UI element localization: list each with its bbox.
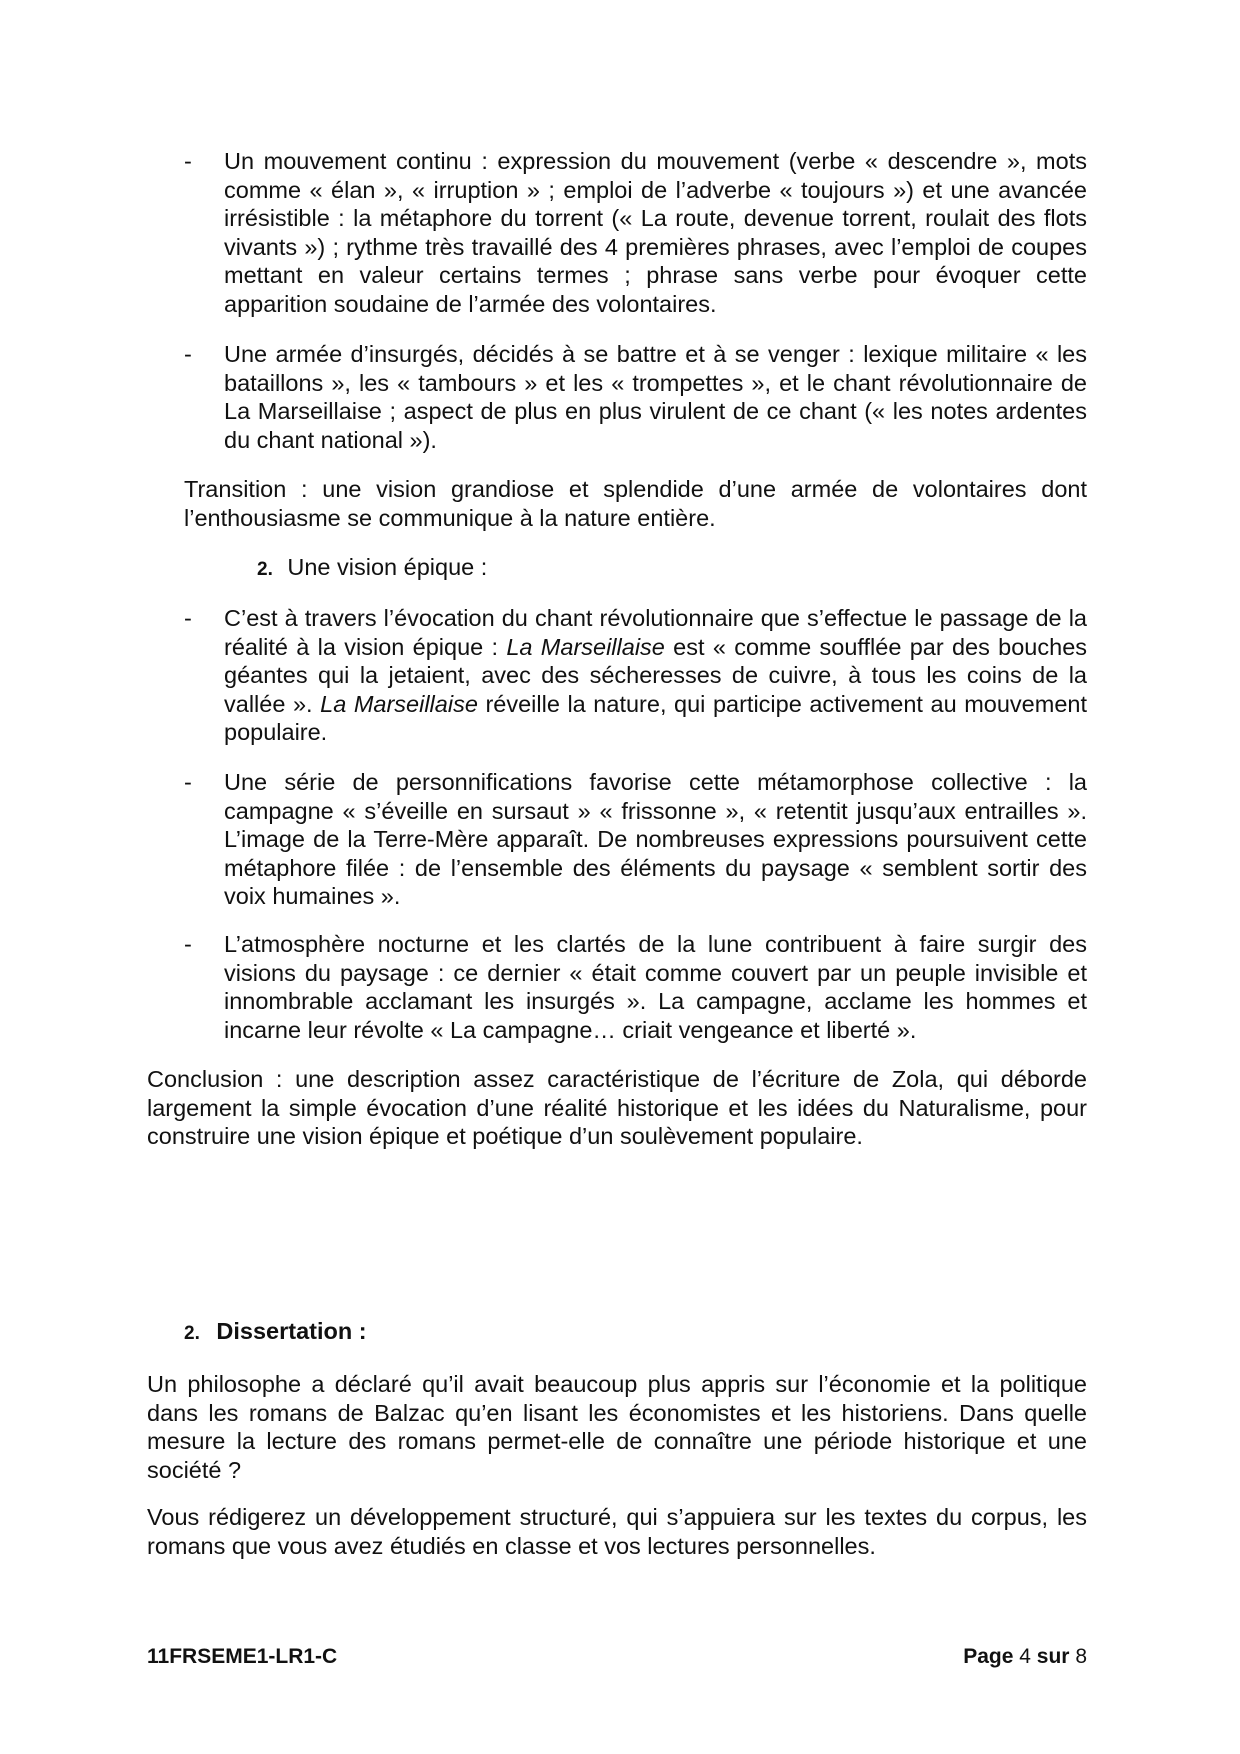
subheading-vision-epique: [257, 553, 487, 585]
text-run: est « comme soufflée par des bouches géantes qui la jetaient, avec des sécheresses de cuivre, à tous les coins de la vallée ».: [224, 633, 1088, 717]
bullet-mouvement-continu: Un mouvement continu : expression du mouvement (verbe « descendre », mots comme « élan », « irruption » ; emploi de l’adverbe « toujours ») et une avancée irrésistible : la métaphore du torrent (« La route, devenue torrent, roulait des flots vivants ») ; rythme très travaillé des 4 premières phrases, avec l’emploi de coupes mettant en valeur certains termes ; phrase sans verbe pour évoquer cette apparition soudaine de l’armée des volontaires.: [224, 148, 1087, 317]
dissertation-title: Dissertation :: [216, 1318, 367, 1344]
bullet-atmosphere-nocturne: L’atmosphère nocturne et les clartés de la lune contribuent à faire surgir des visions du paysage : ce dernier « était comme couvert par un peuple invisible et innombrable acclamant les insurgés ». La campagne, acclame les hommes et incarne leur révolte « La campagne… criait vengeance et liberté ».: [224, 931, 1087, 1043]
bullet-dash: -: [184, 931, 192, 957]
transition-paragraph: Transition : une vision grandiose et splendide d’une armée de volontaires dont l’enthousiasme se communique à la nature entière.: [184, 476, 1087, 531]
page-number: 4: [1019, 1645, 1031, 1668]
bullet-personnifications: Une série de personnifications favorise cette métamorphose collective : la campagne « s’éveille en sursaut » « frissonne », « retentit jusqu’aux entrailles ». L’image de la Terre-Mère apparaît. De nombreuses expressions poursuivent cette métaphore filée : de l’ensemble des éléments du paysage « semblent sortir des voix humaines ».: [224, 769, 1087, 910]
dissertation-instruction: Vous rédigerez un développement structuré, qui s’appuiera sur les textes du corpus, les romans que vous avez étudiés en classe et vos lectures personnelles.: [147, 1504, 1087, 1559]
conclusion-paragraph: Conclusion : une description assez caractéristique de l’écriture de Zola, qui déborde largement la simple évocation d’une réalité historique et les idées du Naturalisme, pour construire une vision épique et poétique d’un soulèvement populaire.: [147, 1066, 1087, 1150]
bullet-chant-revolutionnaire: [224, 604, 1087, 747]
italic-title: La Marseillaise: [506, 633, 665, 660]
bullet-armee-insurges: Une armée d’insurgés, décidés à se battre et à se venger : lexique militaire « les bataillons », les « tambours » et les « trompettes », et le chant révolutionnaire de La Marseillaise ; aspect de plus en plus virulent de ce chant (« les notes ardentes du chant national »).: [224, 341, 1087, 453]
subheading-number: 2.: [257, 559, 273, 580]
dissertation-question: Un philosophe a déclaré qu’il avait beaucoup plus appris sur l’économie et la politique dans les romans de Balzac qu’en lisant les économistes et les historiens. Dans quelle mesure la lecture des romans permet-elle de connaître une période historique et une société ?: [147, 1371, 1087, 1483]
text-run: C’est à travers l’évocation du chant révolutionnaire que s’effectue le passage de la réalité à la vision épique :: [224, 605, 1087, 660]
page-word: Page: [963, 1645, 1014, 1668]
dissertation-number: 2.: [184, 1323, 200, 1344]
sur-word: sur: [1036, 1645, 1070, 1668]
bullet-dash: -: [184, 148, 192, 174]
italic-title: La Marseillaise: [320, 690, 478, 717]
page-indicator: [963, 1644, 1087, 1670]
subheading-label: Une vision épique :: [287, 554, 488, 580]
bullet-dash: -: [184, 769, 192, 795]
footer-code: 11FRSEME1-LR1-C: [147, 1645, 338, 1668]
text-run: réveille la nature, qui participe activement au mouvement populaire.: [224, 690, 1087, 746]
page-total: 8: [1075, 1645, 1087, 1668]
dissertation-heading: [184, 1317, 367, 1349]
bullet-dash: -: [184, 605, 192, 631]
bullet-dash: -: [184, 341, 192, 367]
